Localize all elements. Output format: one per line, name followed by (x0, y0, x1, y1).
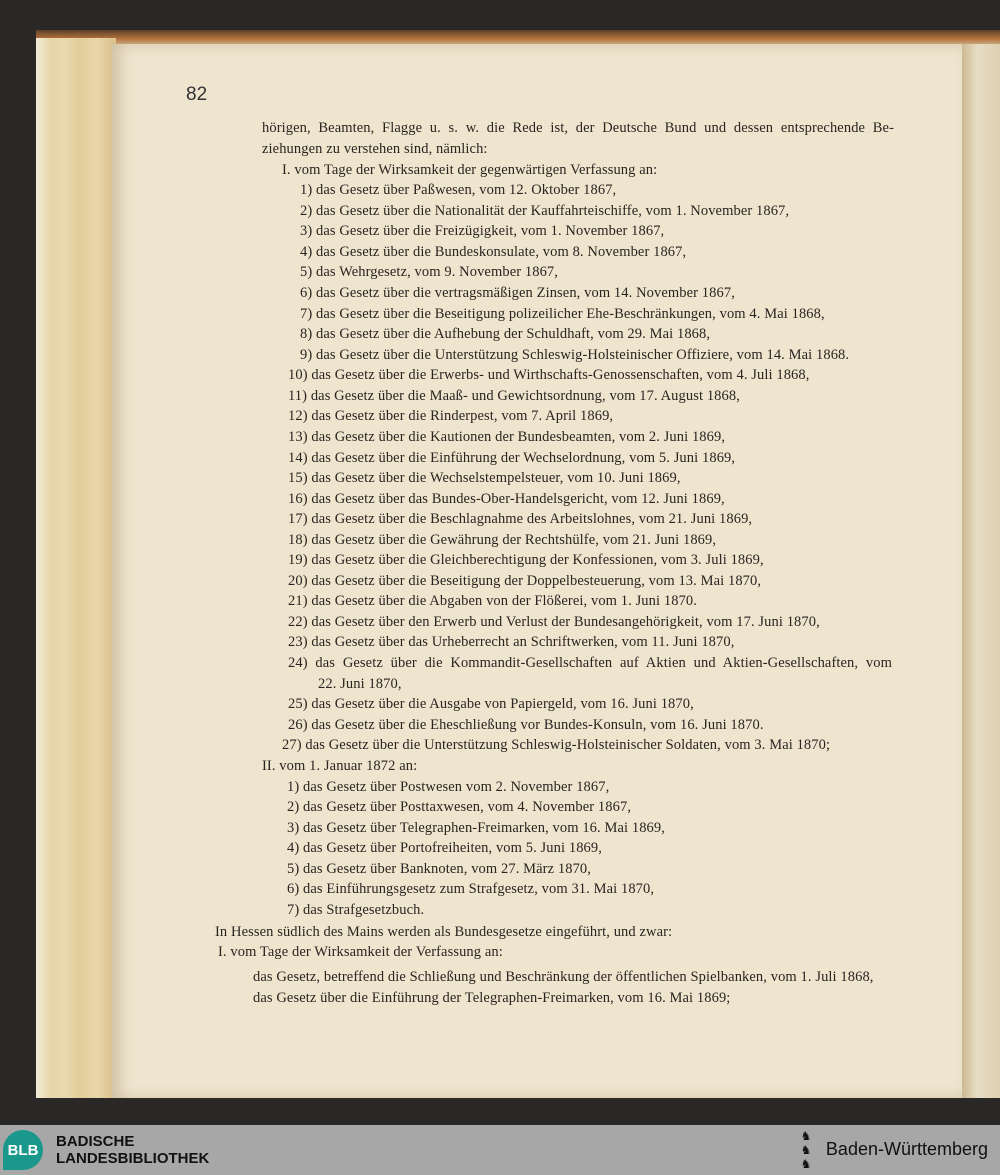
text-line: 25) das Gesetz über die Ausgabe von Papiergeld, vom 16. Juni 1870, (288, 696, 694, 712)
page-stack-edge (36, 38, 116, 1098)
text-line: 20) das Gesetz über die Beseitigung der Doppelbesteuerung, vom 13. Mai 1870, (288, 573, 762, 589)
library-name-line1: BADISCHE (56, 1133, 135, 1150)
background (0, 1098, 1000, 1125)
text-line: 2) das Gesetz über die Nationalität der Kauffahrteischiffe, vom 1. November 1867, (300, 203, 790, 219)
text-line: das Gesetz über die Einführung der Telegraphen-Freimarken, vom 16. Mai 1869; (253, 990, 731, 1006)
footer-bar (0, 1125, 1000, 1175)
facing-page-edge (962, 44, 1000, 1098)
text-line: 4) das Gesetz über die Bundeskonsulate, vom 8. November 1867, (300, 244, 687, 260)
page-number: 82 (186, 84, 208, 105)
text-line: 27) das Gesetz über die Unterstützung Schleswig-Holsteinischer Soldaten, vom 3. Mai 1870; (282, 737, 831, 753)
text-line: 6) das Gesetz über die vertragsmäßigen Zinsen, vom 14. November 1867, (300, 285, 735, 301)
text-line: 18) das Gesetz über die Gewährung der Rechtshülfe, vom 21. Juni 1869, (288, 532, 717, 548)
text-line: 5) das Gesetz über Banknoten, vom 27. März 1870, (287, 861, 591, 877)
text-line: 21) das Gesetz über die Abgaben von der Flößerei, vom 1. Juni 1870. (288, 593, 697, 609)
text-line: 12) das Gesetz über die Rinderpest, vom 7. April 1869, (288, 408, 614, 424)
text-line: 5) das Wehrgesetz, vom 9. November 1867, (300, 264, 559, 280)
lions-icon: ♞ ♞ ♞ (800, 1129, 812, 1171)
text-line: hörigen, Beamten, Flagge u. s. w. die Rede ist, der Deutsche Bund und dessen entsprechende Be- (262, 120, 894, 136)
text-line: In Hessen südlich des Mains werden als Bundesgesetze eingeführt, und zwar: (215, 924, 673, 940)
text-line: 23) das Gesetz über das Urheberrecht an Schriftwerken, vom 11. Juni 1870, (288, 634, 735, 650)
text-line: I. vom Tage der Wirksamkeit der Verfassung an: (218, 944, 503, 960)
text-line: 16) das Gesetz über das Bundes-Ober-Handelsgericht, vom 12. Juni 1869, (288, 491, 725, 507)
text-line: 6) das Einführungsgesetz zum Strafgesetz, vom 31. Mai 1870, (287, 881, 655, 897)
text-line: 3) das Gesetz über Telegraphen-Freimarken, vom 16. Mai 1869, (287, 820, 665, 836)
text-line: 7) das Gesetz über die Beseitigung polizeilicher Ehe-Beschränkungen, vom 4. Mai 1868, (300, 306, 825, 322)
text-line: I. vom Tage der Wirksamkeit der gegenwärtigen Verfassung an: (282, 162, 658, 178)
text-line: 22) das Gesetz über den Erwerb und Verlust der Bundesangehörigkeit, vom 17. Juni 1870, (288, 614, 820, 630)
text-line: ziehungen zu verstehen sind, nämlich: (262, 141, 488, 157)
text-line: 11) das Gesetz über die Maaß- und Gewichtsordnung, vom 17. August 1868, (288, 388, 740, 404)
text-line: 24) das Gesetz über die Kommandit-Gesellschaften auf Aktien und Aktien-Gesellschaften, vom (288, 655, 892, 671)
library-name-line2: LANDESBIBLIOTHEK (56, 1150, 210, 1167)
text-line: 8) das Gesetz über die Aufhebung der Schuldhaft, vom 29. Mai 1868, (300, 326, 711, 342)
text-line: 10) das Gesetz über die Erwerbs- und Wirthschafts-Genossenschaften, vom 4. Juli 1868, (288, 367, 810, 383)
text-line: 15) das Gesetz über die Wechselstempelsteuer, vom 10. Juni 1869, (288, 470, 681, 486)
text-line: 7) das Strafgesetzbuch. (287, 902, 425, 918)
text-line: 4) das Gesetz über Portofreiheiten, vom 5. Juni 1869, (287, 840, 602, 856)
book-top-edge (36, 30, 1000, 44)
text-line: 1) das Gesetz über Postwesen vom 2. November 1867, (287, 779, 610, 795)
text-line: 19) das Gesetz über die Gleichberechtigung der Konfessionen, vom 3. Juli 1869, (288, 552, 764, 568)
text-line: 1) das Gesetz über Paßwesen, vom 12. Oktober 1867, (300, 182, 617, 198)
text-line: 14) das Gesetz über die Einführung der Wechselordnung, vom 5. Juni 1869, (288, 450, 736, 466)
text-line: II. vom 1. Januar 1872 an: (262, 758, 418, 774)
text-line: das Gesetz, betreffend die Schließung und Beschränkung der öffentlichen Spielbanken, vom 1. Juli 1868, (253, 969, 874, 985)
text-line: 22. Juni 1870, (318, 676, 402, 692)
text-line: 2) das Gesetz über Posttaxwesen, vom 4. November 1867, (287, 799, 632, 815)
blb-logo[interactable]: BLB (3, 1130, 43, 1170)
text-line: 26) das Gesetz über die Eheschließung vor Bundes-Konsuln, vom 16. Juni 1870. (288, 717, 764, 733)
library-name[interactable] (56, 1133, 209, 1167)
text-line: 3) das Gesetz über die Freizügigkeit, vom 1. November 1867, (300, 223, 665, 239)
state-logo-text[interactable]: Baden-Württemberg (825, 1139, 988, 1159)
text-line: 17) das Gesetz über die Beschlagnahme des Arbeitslohnes, vom 21. Juni 1869, (288, 511, 753, 527)
text-line: 13) das Gesetz über die Kautionen der Bundesbeamten, vom 2. Juni 1869, (288, 429, 726, 445)
text-line: 9) das Gesetz über die Unterstützung Schleswig-Holsteinischer Offiziere, vom 14. Mai 1868. (300, 347, 850, 363)
